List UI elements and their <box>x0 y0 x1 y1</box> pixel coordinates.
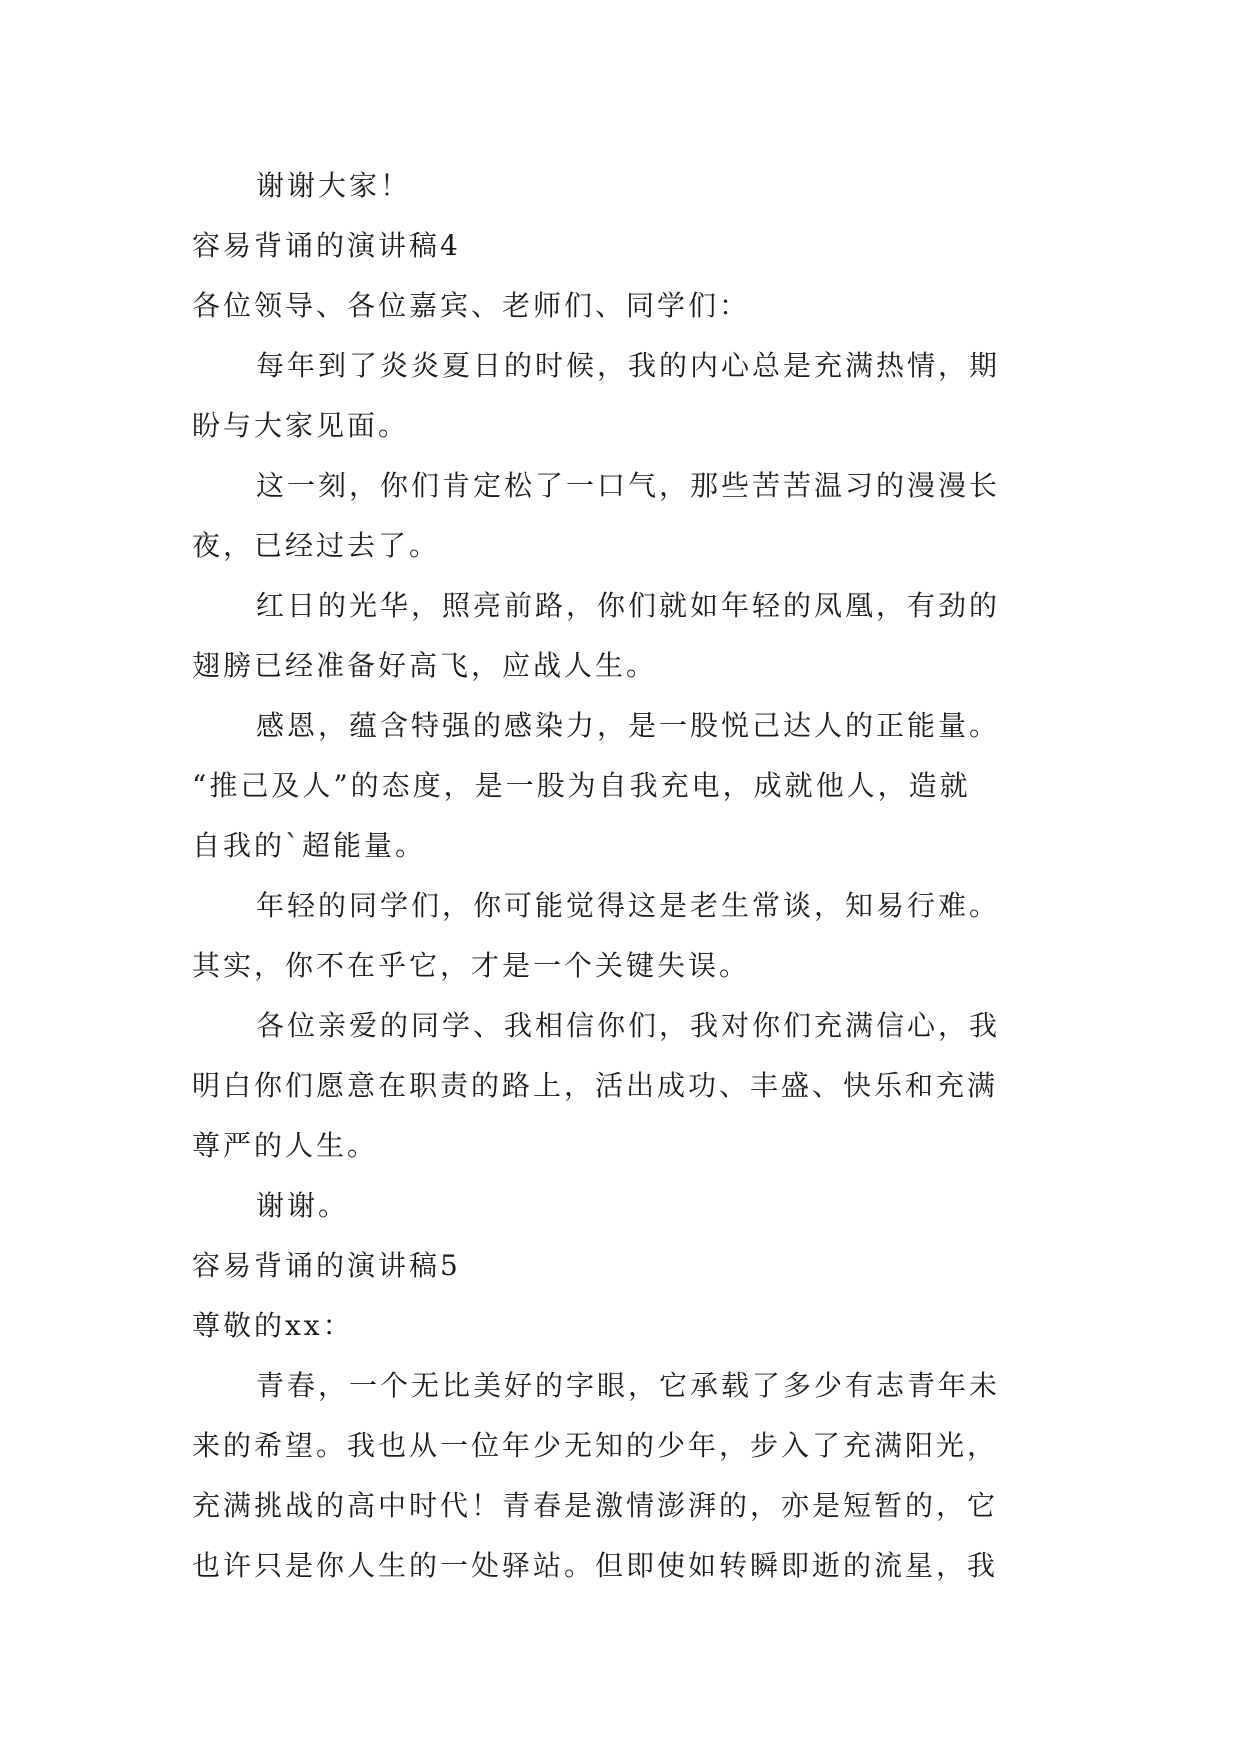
paragraph-line: 红日的光华，照亮前路，你们就如年轻的凤凰，有劲的 <box>256 589 1001 622</box>
closing-thanks: 谢谢大家！ <box>256 169 412 202</box>
paragraph-line: 这一刻，你们肯定松了一口气，那些苦苦温习的漫漫长 <box>256 469 1001 502</box>
paragraph-line: 每年到了炎炎夏日的时候，我的内心总是充满热情，期 <box>256 349 1001 382</box>
paragraph-line: 也许只是你人生的一处驿站。但即使如转瞬即逝的流星，我 <box>192 1549 999 1582</box>
paragraph-line: 感恩，蕴含特强的感染力，是一股悦己达人的正能量。 <box>256 709 1001 742</box>
paragraph-line: “推己及人”的态度，是一股为自我充电，成就他人，造就 <box>192 769 971 802</box>
speech-4-title: 容易背诵的演讲稿4 <box>192 229 461 262</box>
paragraph-line: 来的希望。我也从一位年少无知的少年，步入了充满阳光， <box>192 1429 999 1462</box>
paragraph-line: 翅膀已经准备好高飞，应战人生。 <box>192 649 658 682</box>
speech-4-salutation: 各位领导、各位嘉宾、老师们、同学们： <box>192 289 751 322</box>
paragraph-line: 夜，已经过去了。 <box>192 529 441 562</box>
paragraph-line: 充满挑战的高中时代！青春是激情澎湃的，亦是短暂的，它 <box>192 1489 999 1522</box>
speech-5-title: 容易背诵的演讲稿5 <box>192 1249 461 1282</box>
closing-thanks-2: 谢谢。 <box>256 1189 350 1222</box>
paragraph-line: 青春，一个无比美好的字眼，它承载了多少有志青年未 <box>256 1369 1001 1402</box>
paragraph-line: 其实，你不在乎它，才是一个关键失误。 <box>192 949 751 982</box>
speech-5-salutation: 尊敬的xx： <box>192 1309 354 1342</box>
paragraph-line: 自我的`超能量。 <box>192 829 427 862</box>
paragraph-line: 尊严的人生。 <box>192 1129 379 1162</box>
paragraph-line: 各位亲爱的同学、我相信你们，我对你们充满信心，我 <box>256 1009 1001 1042</box>
paragraph-line: 盼与大家见面。 <box>192 409 410 442</box>
paragraph-line: 明白你们愿意在职责的路上，活出成功、丰盛、快乐和充满 <box>192 1069 999 1102</box>
paragraph-line: 年轻的同学们，你可能觉得这是老生常谈，知易行难。 <box>256 889 1001 922</box>
